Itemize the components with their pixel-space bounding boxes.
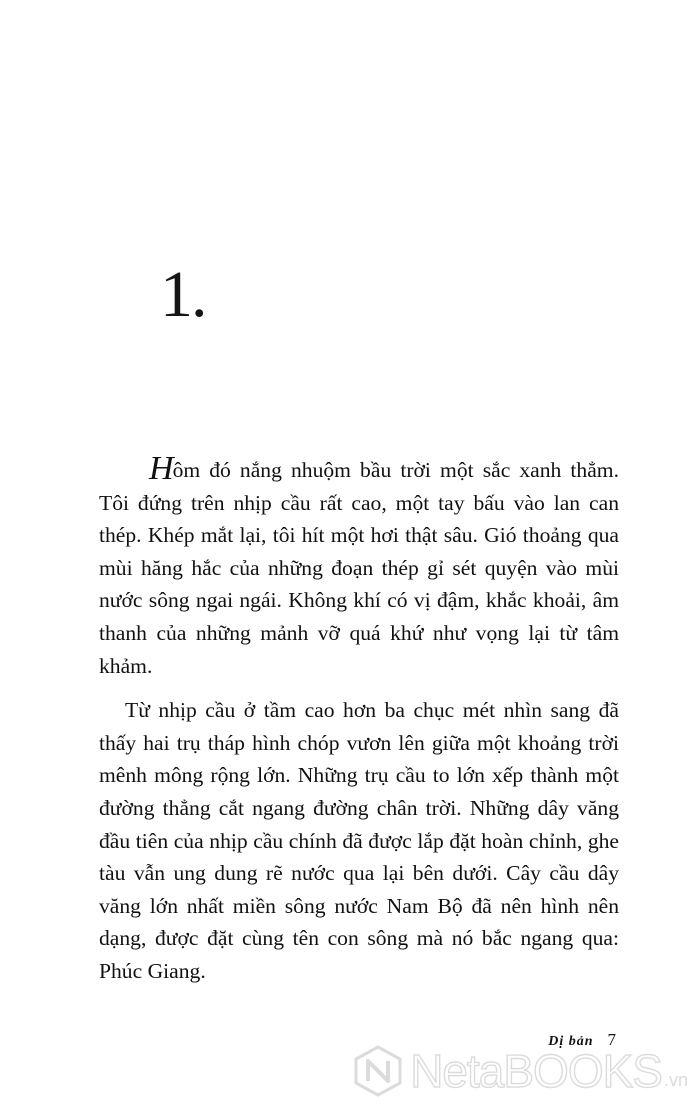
watermark: [352, 1045, 688, 1097]
paragraph-1: [99, 452, 619, 682]
paragraph-2: Từ nhịp cầu ở tầm cao hơn ba chục mét nhìn sang đã thấy hai trụ tháp hình chóp vươn lên giữa một khoảng trời mênh mông rộng lớn. Những trụ cầu to lớn xếp thành một đường thẳng cắt ngang đường chân trời. Những dây văng đầu tiên của nhịp cầu chính đã được lắp đặt hoàn chỉnh, ghe tàu vẫn ung dung rẽ nước qua lại bên dưới. Cây cầu dây văng lớn nhất miền sông nước Nam Bộ đã nên hình nên dạng, được đặt cùng tên con sông mà nó bắc ngang qua: Phúc Giang.: [99, 698, 619, 983]
watermark-brand: NetaBOOKS: [410, 1045, 662, 1097]
page-number: 7: [607, 1030, 616, 1049]
chapter-number: 1.: [160, 258, 206, 331]
drop-cap: H: [149, 450, 173, 487]
running-title: Dị bản: [548, 1034, 594, 1049]
paragraph-1-text: ôm đó nắng nhuộm bầu trời một sắc xanh thẳm. Tôi đứng trên nhịp cầu rất cao, một tay bấu vào lan can thép. Khép mắt lại, tôi hít một hơi thật sâu. Gió thoảng qua mùi hăng hắc của những đoạn thép gỉ sét quyện vào mùi nước sông ngai ngái. Không khí có vị đậm, khắc khoải, âm thanh của những mảnh vỡ quá khứ như vọng lại từ tâm khảm.: [99, 458, 619, 678]
watermark-suffix: .vn: [663, 1070, 688, 1090]
body-text: [99, 452, 619, 988]
netabooks-logo-icon: [352, 1045, 404, 1097]
